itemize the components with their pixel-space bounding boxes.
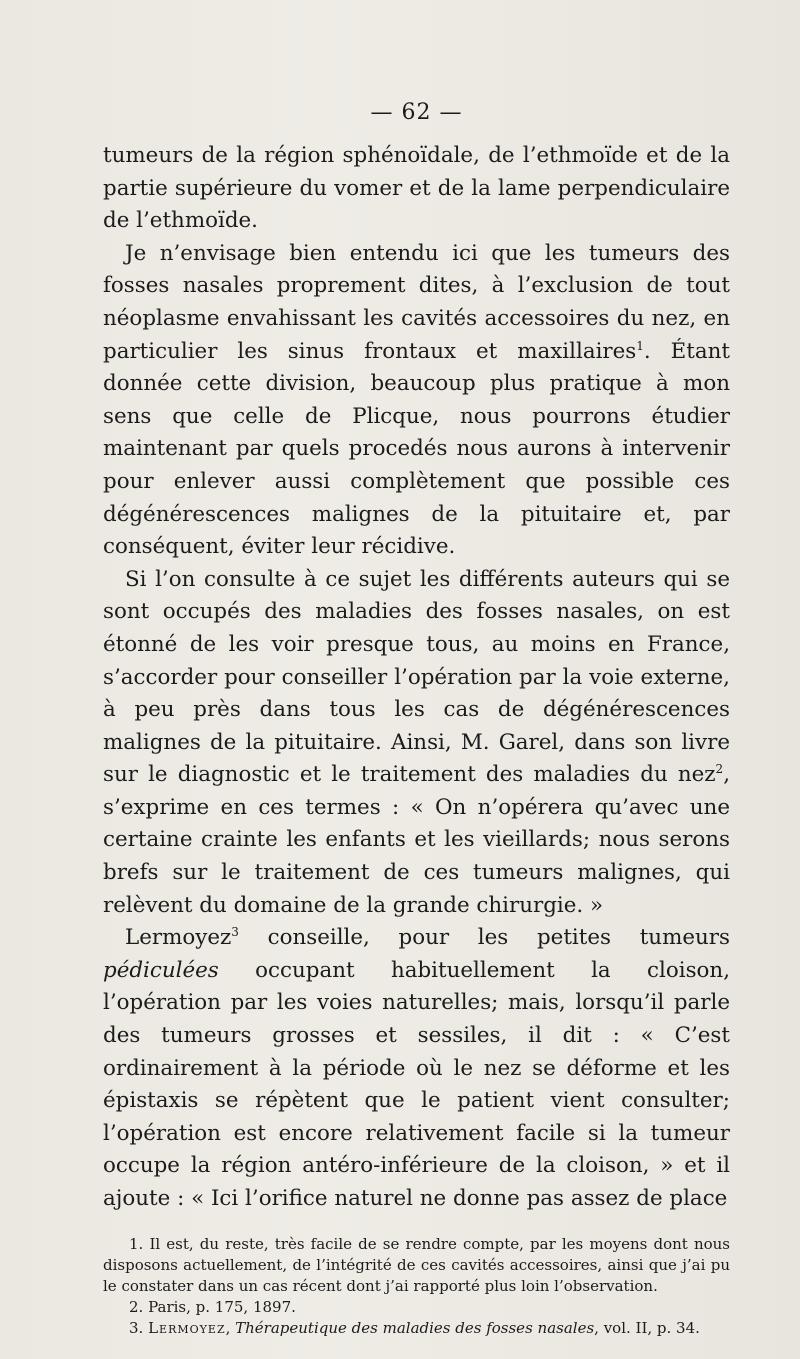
paragraph-3-text-a: Si l’on consulte à ce sujet les différents auteurs qui se sont occupés des maladies des fosses nasales, on est étonné de les voir presque tous, au moins en France, s’accorder pour conseiller l’opération par la voie externe, à peu près dans tous les cas de dégénérescences malignes de la pituitaire. Ainsi, M. Garel, dans son livre sur le diagnostic et le traitement des maladies du nez	[103, 566, 730, 788]
paragraph-4-text-a: conseille, pour les petites tumeurs	[238, 925, 730, 951]
paragraph-4-text-b: occupant habituellement la cloison, l’opération par les voies naturelles; mais, lorsqu’il parle des tumeurs grosses et sessiles, il dit : « C’est ordinairement à la période où le nez se déforme et les épistaxis se répètent que le patient vient consulter; l’opération est encore relativement facile si la tumeur occupe la région antéro-inférieure de la cloison, » et il ajoute : « Ici l’orifice naturel ne donne pas assez de place	[103, 957, 730, 1211]
footnote-3-title: Thérapeutique des maladies des fosses nasales	[235, 1318, 595, 1337]
footnote-1-marker: 1.	[129, 1234, 144, 1253]
paragraph-4-author: Lermoyez	[125, 925, 232, 951]
footnote-2-text: Paris, p. 175, 1897.	[143, 1297, 296, 1316]
footnote-2-marker: 2.	[129, 1297, 144, 1316]
footnote-1	[103, 1234, 730, 1297]
paragraph-2	[103, 238, 730, 564]
footnotes	[103, 1234, 730, 1339]
page-number: — 62 —	[370, 100, 463, 125]
paragraph-3	[103, 564, 730, 923]
footnote-3-separator: ,	[225, 1318, 236, 1337]
footnote-ref-3: 3	[231, 925, 239, 940]
footnote-3	[103, 1318, 730, 1339]
paragraph-4	[103, 922, 730, 1215]
footnote-ref-1: 1	[636, 338, 644, 353]
footnote-ref-2: 2	[715, 762, 724, 777]
footnote-2	[103, 1297, 730, 1318]
body-text	[103, 140, 730, 1216]
footnote-3-text: , vol. II, p. 34.	[594, 1318, 700, 1337]
paragraph-4-italic: pédiculées	[103, 957, 219, 983]
footnote-1-text: Il est, du reste, très facile de se rendre compte, par les moyens dont nous disposons actuellement, de l’intégrité de ces cavités accessoires, ainsi que j’ai pu le constater dans un cas récent dont j’ai rapporté plus loin l’observation.	[103, 1234, 730, 1295]
paragraph-2-text-a: Je n’envisage bien entendu ici que les tumeurs des fosses nasales proprement dites, à l’exclusion de tout néoplasme envahissant les cavités accessoires du nez, en particulier les sinus frontaux et maxillaires	[103, 240, 730, 364]
footnote-3-marker: 3.	[129, 1318, 144, 1337]
paragraph-3-text-b: , s’exprime en ces termes : « On n’opérera qu’avec une certaine crainte les enfants et les vieillards; nous serons brefs sur le traitement de ces tumeurs malignes, qui relèvent du domaine de la grande chirurgie. »	[103, 762, 730, 918]
paragraph-2-text-b: . Étant donnée cette division, beaucoup plus pratique à mon sens que celle de Plicque, nous pourrons étudier maintenant par quels procedés nous aurons à intervenir pour enlever aussi complètement que possible ces dégénérescences malignes de la pituitaire et, par conséquent, éviter leur récidive.	[103, 338, 730, 560]
footnote-3-author: Lermoyez	[148, 1318, 226, 1337]
paragraph-1-text: tumeurs de la région sphénoïdale, de l’ethmoïde et de la partie supérieure du vomer et de la lame perpendiculaire de l’ethmoïde.	[103, 143, 730, 234]
paragraph-1	[103, 140, 730, 238]
